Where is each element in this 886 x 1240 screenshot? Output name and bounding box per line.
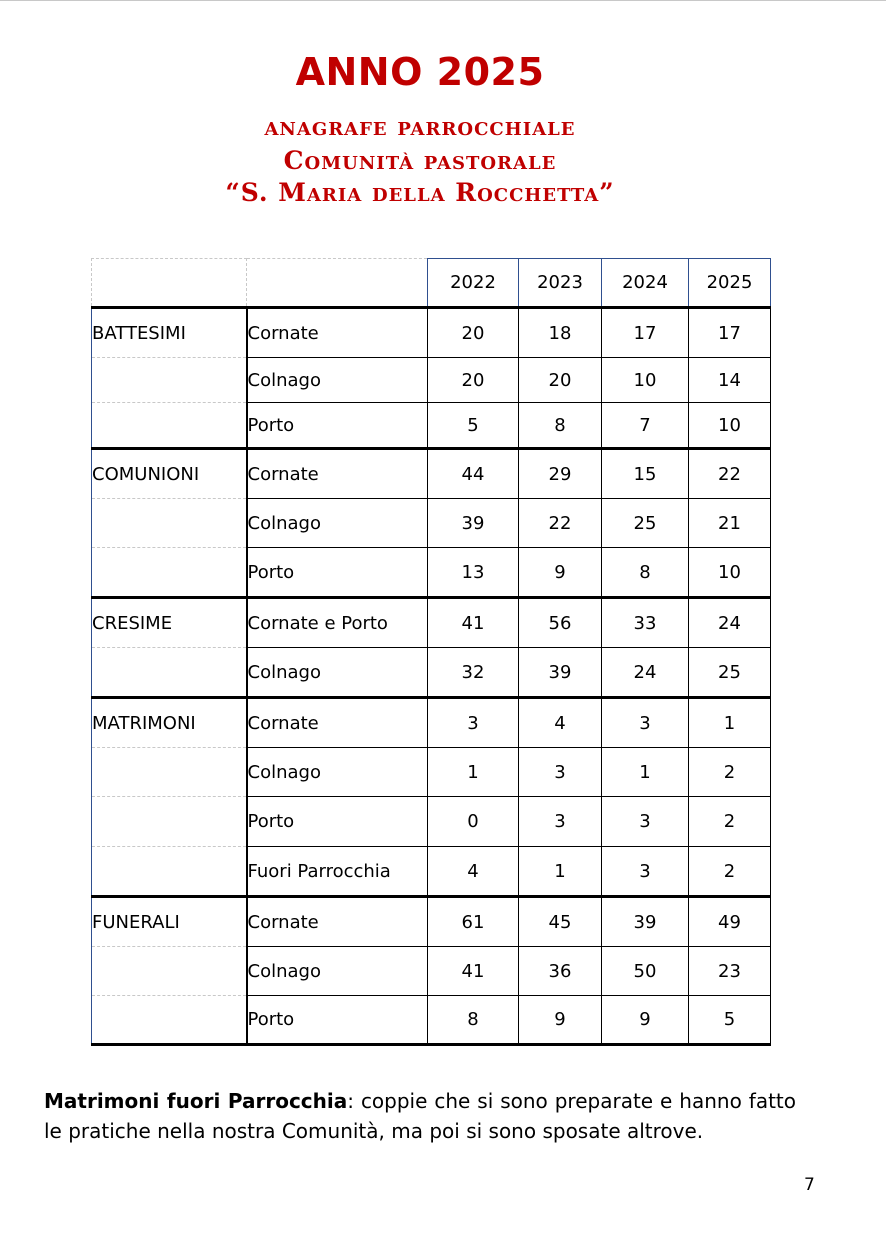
value-cell: 25 bbox=[602, 499, 689, 548]
value-cell: 25 bbox=[689, 648, 771, 698]
category-cell bbox=[92, 403, 247, 449]
value-cell: 5 bbox=[428, 403, 519, 449]
header-blank-cell bbox=[247, 259, 428, 308]
location-cell: Porto bbox=[247, 996, 428, 1045]
value-cell: 3 bbox=[519, 748, 602, 797]
value-cell: 24 bbox=[689, 598, 771, 648]
table-row bbox=[92, 947, 771, 996]
value-cell: 10 bbox=[689, 403, 771, 449]
value-cell: 2 bbox=[689, 797, 771, 847]
category-cell bbox=[92, 499, 247, 548]
top-rule bbox=[0, 0, 886, 1]
category-cell bbox=[92, 748, 247, 797]
category-cell bbox=[92, 996, 247, 1045]
category-cell: BATTESIMI bbox=[92, 308, 247, 358]
value-cell: 1 bbox=[519, 847, 602, 897]
value-cell: 39 bbox=[519, 648, 602, 698]
value-cell: 56 bbox=[519, 598, 602, 648]
value-cell: 45 bbox=[519, 897, 602, 947]
page-number: 7 bbox=[804, 1175, 815, 1195]
value-cell: 3 bbox=[428, 698, 519, 748]
value-cell: 4 bbox=[428, 847, 519, 897]
table-row bbox=[92, 403, 771, 449]
category-cell bbox=[92, 548, 247, 598]
value-cell: 39 bbox=[428, 499, 519, 548]
value-cell: 0 bbox=[428, 797, 519, 847]
location-cell: Fuori Parrocchia bbox=[247, 847, 428, 897]
value-cell: 7 bbox=[602, 403, 689, 449]
value-cell: 9 bbox=[519, 996, 602, 1045]
table-row bbox=[92, 698, 771, 748]
subtitle-line-3: “S. Maria della Rocchetta” bbox=[225, 178, 615, 207]
footnote-label: Matrimoni fuori Parrocchia bbox=[44, 1089, 348, 1113]
footnote bbox=[44, 1086, 796, 1146]
value-cell: 13 bbox=[428, 548, 519, 598]
year-header: 2025 bbox=[689, 259, 771, 308]
value-cell: 8 bbox=[602, 548, 689, 598]
value-cell: 24 bbox=[602, 648, 689, 698]
registry-table bbox=[91, 258, 771, 1046]
subtitle-line-2: Comunità pastorale bbox=[283, 146, 557, 175]
location-cell: Cornate bbox=[247, 897, 428, 947]
value-cell: 1 bbox=[689, 698, 771, 748]
value-cell: 44 bbox=[428, 449, 519, 499]
value-cell: 36 bbox=[519, 947, 602, 996]
category-cell: MATRIMONI bbox=[92, 698, 247, 748]
value-cell: 3 bbox=[519, 797, 602, 847]
value-cell: 21 bbox=[689, 499, 771, 548]
category-cell bbox=[92, 358, 247, 403]
location-cell: Colnago bbox=[247, 648, 428, 698]
year-header: 2022 bbox=[428, 259, 519, 308]
location-cell: Cornate bbox=[247, 449, 428, 499]
table-row bbox=[92, 358, 771, 403]
category-cell bbox=[92, 797, 247, 847]
location-cell: Colnago bbox=[247, 947, 428, 996]
table-row bbox=[92, 308, 771, 358]
category-cell bbox=[92, 648, 247, 698]
value-cell: 20 bbox=[428, 308, 519, 358]
location-cell: Colnago bbox=[247, 499, 428, 548]
value-cell: 41 bbox=[428, 947, 519, 996]
value-cell: 8 bbox=[428, 996, 519, 1045]
header-row bbox=[92, 259, 771, 308]
value-cell: 32 bbox=[428, 648, 519, 698]
location-cell: Cornate e Porto bbox=[247, 598, 428, 648]
table-row bbox=[92, 748, 771, 797]
table-row bbox=[92, 797, 771, 847]
value-cell: 1 bbox=[428, 748, 519, 797]
value-cell: 15 bbox=[602, 449, 689, 499]
category-cell: COMUNIONI bbox=[92, 449, 247, 499]
page-title: ANNO 2025 bbox=[295, 50, 545, 94]
header-blank-cell bbox=[92, 259, 247, 308]
value-cell: 33 bbox=[602, 598, 689, 648]
table-row bbox=[92, 996, 771, 1045]
value-cell: 2 bbox=[689, 847, 771, 897]
value-cell: 1 bbox=[602, 748, 689, 797]
category-cell bbox=[92, 847, 247, 897]
value-cell: 3 bbox=[602, 847, 689, 897]
year-header: 2023 bbox=[519, 259, 602, 308]
year-header: 2024 bbox=[602, 259, 689, 308]
value-cell: 39 bbox=[602, 897, 689, 947]
value-cell: 49 bbox=[689, 897, 771, 947]
value-cell: 17 bbox=[689, 308, 771, 358]
value-cell: 5 bbox=[689, 996, 771, 1045]
value-cell: 10 bbox=[689, 548, 771, 598]
table-row bbox=[92, 499, 771, 548]
category-cell bbox=[92, 947, 247, 996]
value-cell: 61 bbox=[428, 897, 519, 947]
value-cell: 50 bbox=[602, 947, 689, 996]
value-cell: 4 bbox=[519, 698, 602, 748]
value-cell: 3 bbox=[602, 797, 689, 847]
table-row bbox=[92, 548, 771, 598]
value-cell: 29 bbox=[519, 449, 602, 499]
value-cell: 20 bbox=[519, 358, 602, 403]
value-cell: 20 bbox=[428, 358, 519, 403]
location-cell: Porto bbox=[247, 548, 428, 598]
location-cell: Porto bbox=[247, 797, 428, 847]
value-cell: 23 bbox=[689, 947, 771, 996]
location-cell: Porto bbox=[247, 403, 428, 449]
value-cell: 17 bbox=[602, 308, 689, 358]
category-cell: FUNERALI bbox=[92, 897, 247, 947]
location-cell: Colnago bbox=[247, 748, 428, 797]
value-cell: 22 bbox=[519, 499, 602, 548]
value-cell: 14 bbox=[689, 358, 771, 403]
location-cell: Cornate bbox=[247, 308, 428, 358]
value-cell: 10 bbox=[602, 358, 689, 403]
location-cell: Colnago bbox=[247, 358, 428, 403]
value-cell: 3 bbox=[602, 698, 689, 748]
footnote-text: : coppie che si sono preparate e hanno fatto le pratiche nella nostra Comunità, ma poi si sono sposate altrove. bbox=[44, 1089, 796, 1143]
subtitle-line-1: anagrafe parrocchiale bbox=[264, 112, 576, 141]
value-cell: 22 bbox=[689, 449, 771, 499]
table-row bbox=[92, 847, 771, 897]
value-cell: 2 bbox=[689, 748, 771, 797]
value-cell: 18 bbox=[519, 308, 602, 358]
value-cell: 8 bbox=[519, 403, 602, 449]
location-cell: Cornate bbox=[247, 698, 428, 748]
category-cell: CRESIME bbox=[92, 598, 247, 648]
value-cell: 9 bbox=[602, 996, 689, 1045]
value-cell: 41 bbox=[428, 598, 519, 648]
value-cell: 9 bbox=[519, 548, 602, 598]
table-row bbox=[92, 897, 771, 947]
table-row bbox=[92, 648, 771, 698]
table-row bbox=[92, 449, 771, 499]
table-row bbox=[92, 598, 771, 648]
